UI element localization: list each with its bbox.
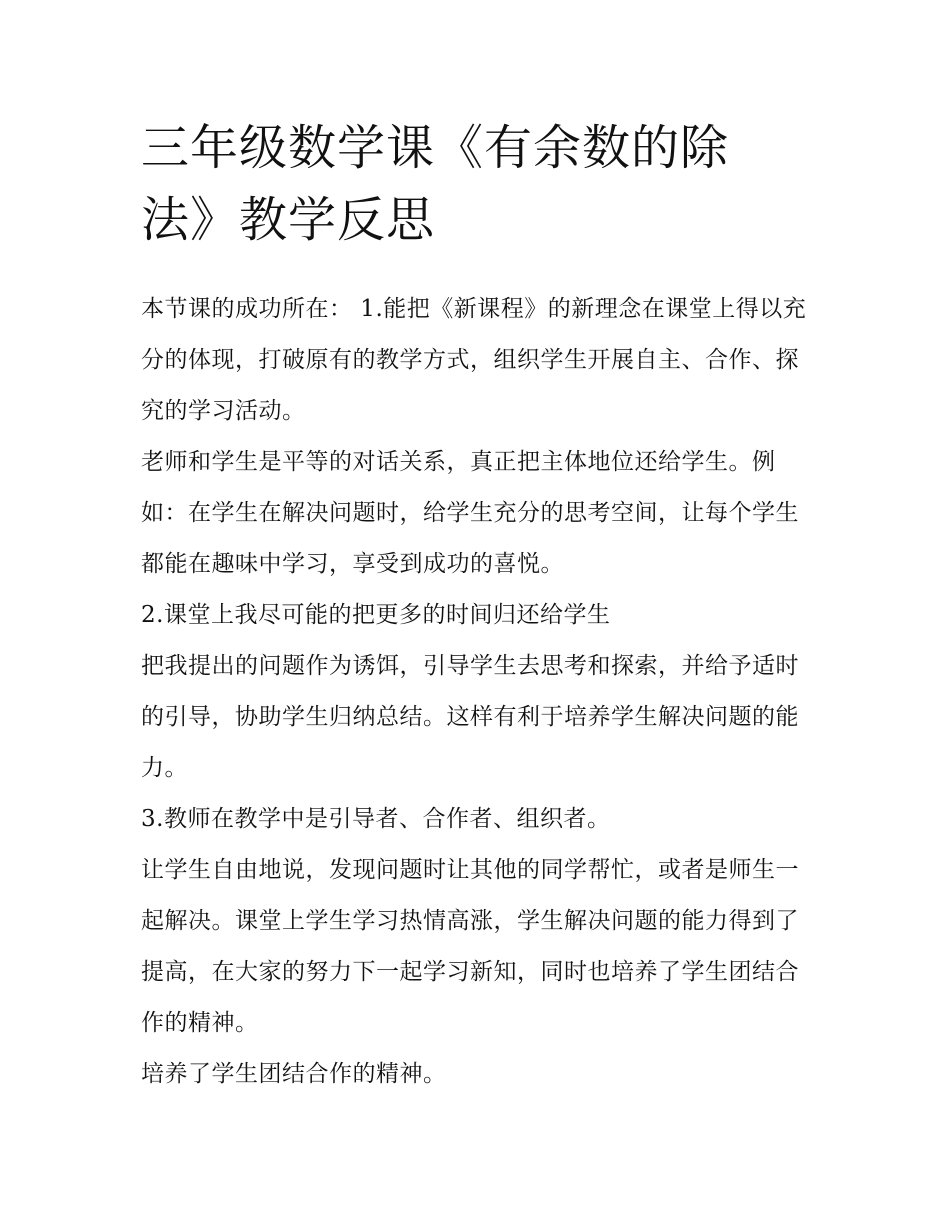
paragraph-success-points: 本节课的成功所在： 1.能把《新课程》的新理念在课堂上得以充分的体现，打破原有的教学方式，组织学生开展自主、合作、探究的学习活动。 bbox=[141, 296, 807, 424]
paragraph-list bbox=[141, 284, 821, 1100]
paragraph-free-discussion: 让学生自由地说，发现问题时让其他的同学帮忙，或者是师生一起解决。课堂上学生学习热情高涨，学生解决问题的能力得到了提高，在大家的努力下一起学习新知，同时也培养了学生团结合作的精神。 bbox=[141, 857, 799, 1036]
paragraph-point-3-heading: 3.教师在教学中是引导者、合作者、组织者。 bbox=[141, 806, 611, 832]
paragraph-guidance: 把我提出的问题作为诱饵，引导学生去思考和探索，并给予适时的引导，协助学生归纳总结。这样有利于培养学生解决问题的能力。 bbox=[141, 653, 799, 781]
document-body bbox=[141, 112, 821, 1100]
document-title: 三年级数学课《有余数的除法》教学反思 bbox=[141, 120, 730, 248]
paragraph-closing: 培养了学生团结合作的精神。 bbox=[141, 1061, 447, 1087]
paragraph-equal-dialogue: 老师和学生是平等的对话关系，真正把主体地位还给学生。例如：在学生在解决问题时，给学生充分的思考空间，让每个学生都能在趣味中学习，享受到成功的喜悦。 bbox=[141, 449, 799, 577]
paragraph-point-2-heading: 2.课堂上我尽可能的把更多的时间归还给学生 bbox=[141, 602, 611, 628]
